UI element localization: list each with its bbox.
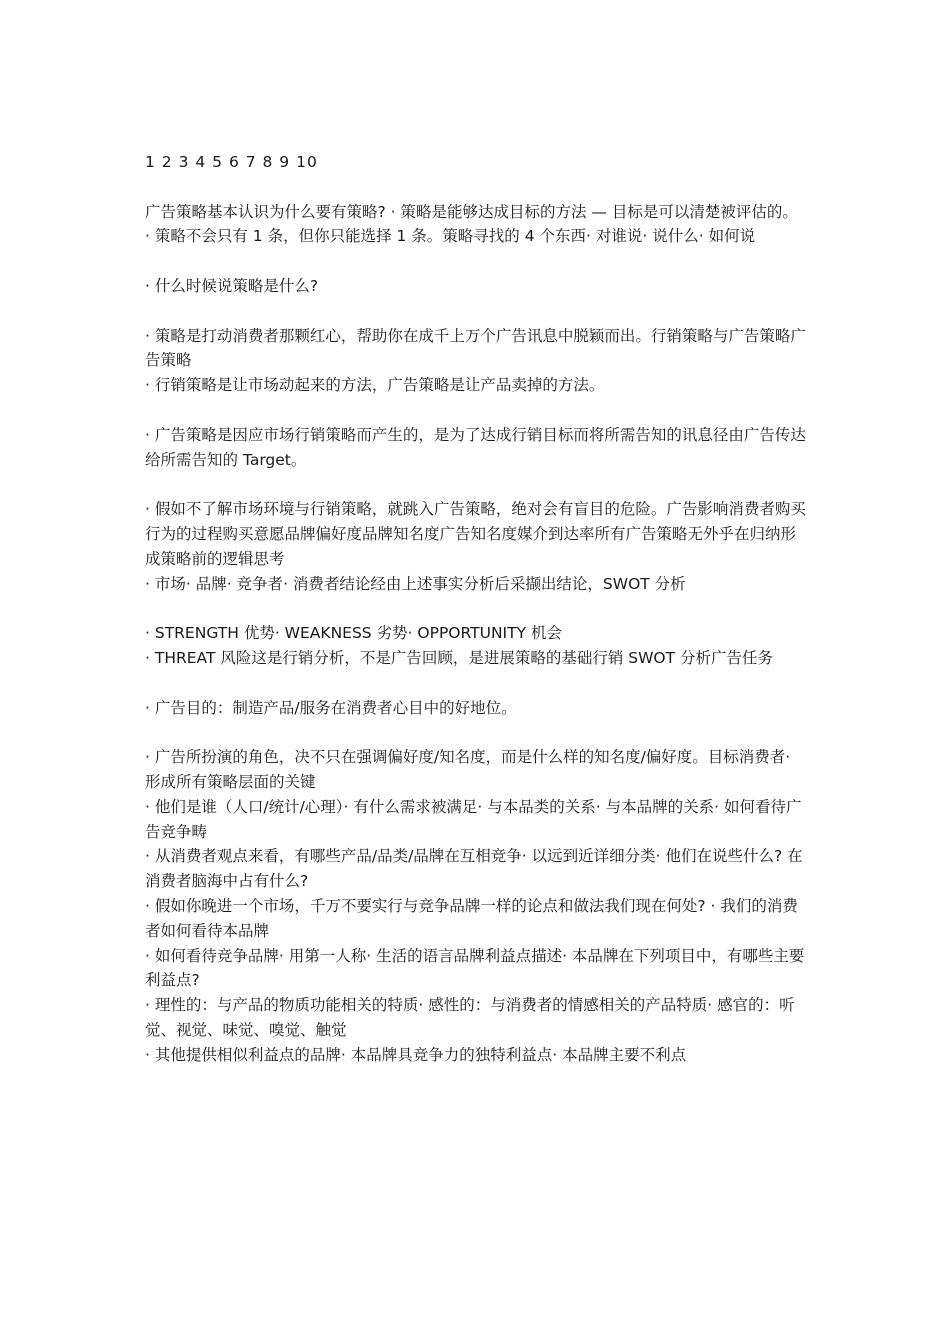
- text-line: · 他们是谁（人口/统计/心理）· 有什么需求被满足· 与本品类的关系· 与本品牌的关系· 如何看待广告竞争畴: [145, 797, 802, 841]
- spacer: [145, 398, 810, 423]
- text-line: · 行销策略是让市场动起来的方法，广告策略是让产品卖掉的方法。: [145, 376, 605, 395]
- spacer: [145, 596, 810, 621]
- text-line: · 理性的：与产品的物质功能相关的特质· 感性的：与消费者的情感相关的产品特质· 感官的：听觉、视觉、味觉、嗅觉、触觉: [145, 996, 795, 1039]
- text-line: · 广告目的：制造产品/服务在消费者心目中的好地位。: [145, 698, 517, 717]
- text-line: · 其他提供相似利益点的品牌· 本品牌具竞争力的独特利益点· 本品牌主要不利点: [145, 1045, 687, 1064]
- paragraph-7: [145, 696, 810, 721]
- text-line: · 市场· 品牌· 竞争者· 消费者结论经由上述事实分析后采撷出结论，SWOT 分析: [145, 574, 686, 593]
- paragraph-6: [145, 621, 810, 671]
- paragraph-4: [145, 423, 810, 473]
- paragraph-1: [145, 200, 810, 250]
- text-line: · THREAT 风险这是行销分析，不是广告回顾，是进展策略的基础行销 SWOT 分析广告任务: [145, 648, 774, 667]
- paragraph-8: [145, 745, 810, 1067]
- text-line: · 假如你晚进一个市场，千万不要实行与竞争品牌一样的论点和做法我们现在何处? · 我们的消费者如何看待本品牌: [145, 896, 798, 940]
- text-line: · 从消费者观点来看，有哪些产品/品类/品牌在互相竞争· 以远到近详细分类· 他们在说些什么? 在消费者脑海中占有什么?: [145, 847, 803, 891]
- text-line: · 广告所扮演的角色，决不只在强调偏好度/知名度，而是什么样的知名度/偏好度。目标消费者· 形成所有策略层面的关键: [145, 748, 791, 791]
- text-line: · 什么时候说策略是什么?: [145, 276, 319, 295]
- text-line: · 如何看待竞争品牌· 用第一人称· 生活的语言品牌利益点描述· 本品牌在下列项目中，有哪些主要利益点?: [145, 946, 805, 990]
- text-line: · 广告策略是因应市场行销策略而产生的，是为了达成行销目标而将所需告知的讯息径由广告传达给所需告知的 Target。: [145, 425, 806, 469]
- spacer: [145, 299, 810, 324]
- spacer: [145, 249, 810, 274]
- spacer: [145, 720, 810, 745]
- text-line: · 策略是打动消费者那颗红心，帮助你在成千上万个广告讯息中脱颖而出。行销策略与广告策略广告策略: [145, 326, 806, 370]
- document-body: [145, 150, 810, 1067]
- page-numbers: 1 2 3 4 5 6 7 8 9 10: [145, 153, 318, 171]
- text-line: · 策略不会只有 1 条，但你只能选择 1 条。策略寻找的 4 个东西· 对谁说· 说什么· 如何说: [145, 227, 756, 246]
- text-line: · STRENGTH 优势· WEAKNESS 劣势· OPPORTUNITY 机会: [145, 624, 562, 643]
- text-line: · 假如不了解市场环境与行销策略，就跳入广告策略，绝对会有盲目的危险。广告影响消费者购买行为的过程购买意愿品牌偏好度品牌知名度广告知名度媒介到达率所有广告策略无外乎在归纳形成策略前的逻辑思考: [145, 500, 806, 568]
- spacer: [145, 175, 810, 200]
- spacer: [145, 472, 810, 497]
- paragraph-3: [145, 324, 810, 398]
- spacer: [145, 671, 810, 696]
- text-line: 广告策略基本认识为什么要有策略? · 策略是能够达成目标的方法 — 目标是可以清楚被评估的。: [145, 202, 798, 221]
- paragraph-5: [145, 497, 810, 596]
- paragraph-2: [145, 274, 810, 299]
